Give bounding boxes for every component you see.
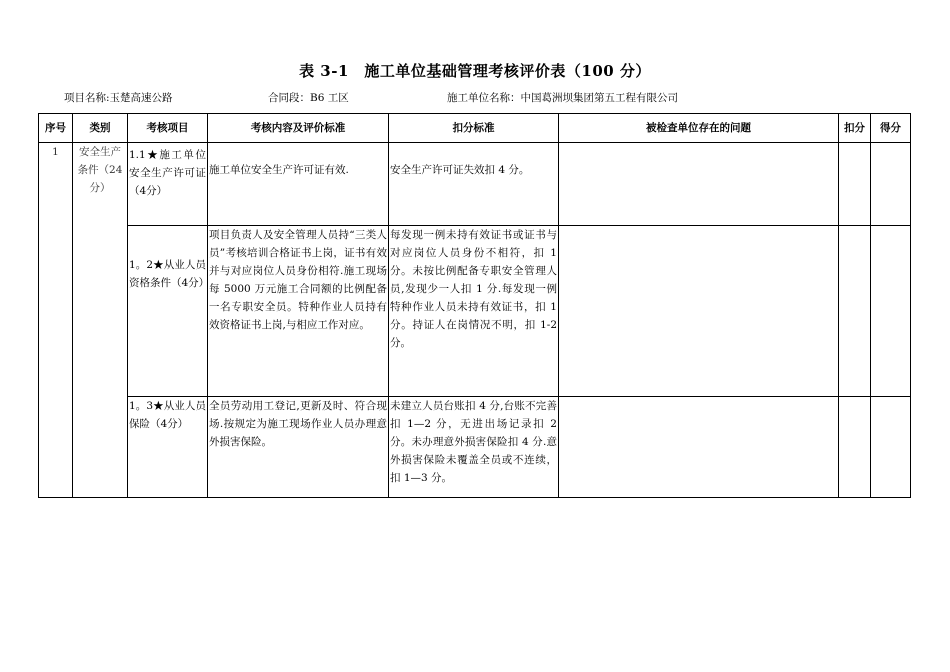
- table-row: [39, 226, 911, 397]
- header-score: 得分: [871, 114, 911, 143]
- issues-cell[interactable]: [559, 143, 839, 226]
- header-category: 类别: [73, 114, 128, 143]
- header-issues: 被检查单位存在的问题: [559, 114, 839, 143]
- item-cell: 1.1★施工单位安全生产许可证（4分）: [128, 143, 208, 226]
- deduction-cell[interactable]: [839, 397, 871, 498]
- content-cell: 项目负责人及安全管理人员持“三类人员”考核培训合格证书上岗，证书有效并与对应岗位人员身份相符.施工现场每 5000 万元施工合同额的比例配备一名专职安全员。特种作业人员持有效资格证书上岗,与相应工作对应。: [208, 226, 389, 397]
- group-seq: 1: [39, 143, 73, 498]
- item-cell: 1。2★从业人员资格条件（4分）: [128, 226, 208, 397]
- deduction-standard-cell: 未建立人员台账扣 4 分,台账不完善扣 1—2 分，无进出场记录扣 2 分。未办理意外损害保险扣 4 分.意外损害保险未覆盖全员或不连续，扣 1—3 分。: [389, 397, 559, 498]
- score-cell[interactable]: [871, 397, 911, 498]
- item-cell: 1。3★从业人员保险（4分）: [128, 397, 208, 498]
- issues-cell[interactable]: [559, 226, 839, 397]
- document-title: 表 3-1 施工单位基础管理考核评价表（100 分）: [299, 62, 651, 80]
- content-cell: 全员劳动用工登记,更新及时、符合现场.按规定为施工现场作业人员办理意外损害保险。: [208, 397, 389, 498]
- header-deduction-standard: 扣分标准: [389, 114, 559, 143]
- deduction-standard-cell: 每发现一例未持有效证书或证书与对应岗位人员身份不相符，扣 1 分。未按比例配备专职安全管理人员,发现少一人扣 1 分.每发现一例特种作业人员未持有效证书，扣 1 分。持证人在岗情况不明，扣 1-2 分。: [389, 226, 559, 397]
- deduction-cell[interactable]: [839, 143, 871, 226]
- header-seq: 序号: [39, 114, 73, 143]
- contractor-name: 施工单位名称：中国葛洲坝集团第五工程有限公司: [447, 92, 678, 104]
- deduction-cell[interactable]: [839, 226, 871, 397]
- deduction-standard-cell: 安全生产许可证失效扣 4 分。: [389, 143, 559, 226]
- header-item: 考核项目: [128, 114, 208, 143]
- header-deduction: 扣分: [839, 114, 871, 143]
- table-row: [39, 397, 911, 498]
- issues-cell[interactable]: [559, 397, 839, 498]
- score-cell[interactable]: [871, 226, 911, 397]
- table-header-row: [39, 114, 911, 143]
- project-name: 项目名称:玉楚高速公路: [64, 92, 173, 104]
- score-cell[interactable]: [871, 143, 911, 226]
- table-row: [39, 143, 911, 226]
- evaluation-table: [38, 113, 911, 498]
- header-content: 考核内容及评价标准: [208, 114, 389, 143]
- content-cell: 施工单位安全生产许可证有效.: [208, 143, 389, 226]
- contract-section: 合同段：B6 工区: [268, 92, 349, 104]
- group-category: 安全生产条件（24 分）: [73, 143, 128, 498]
